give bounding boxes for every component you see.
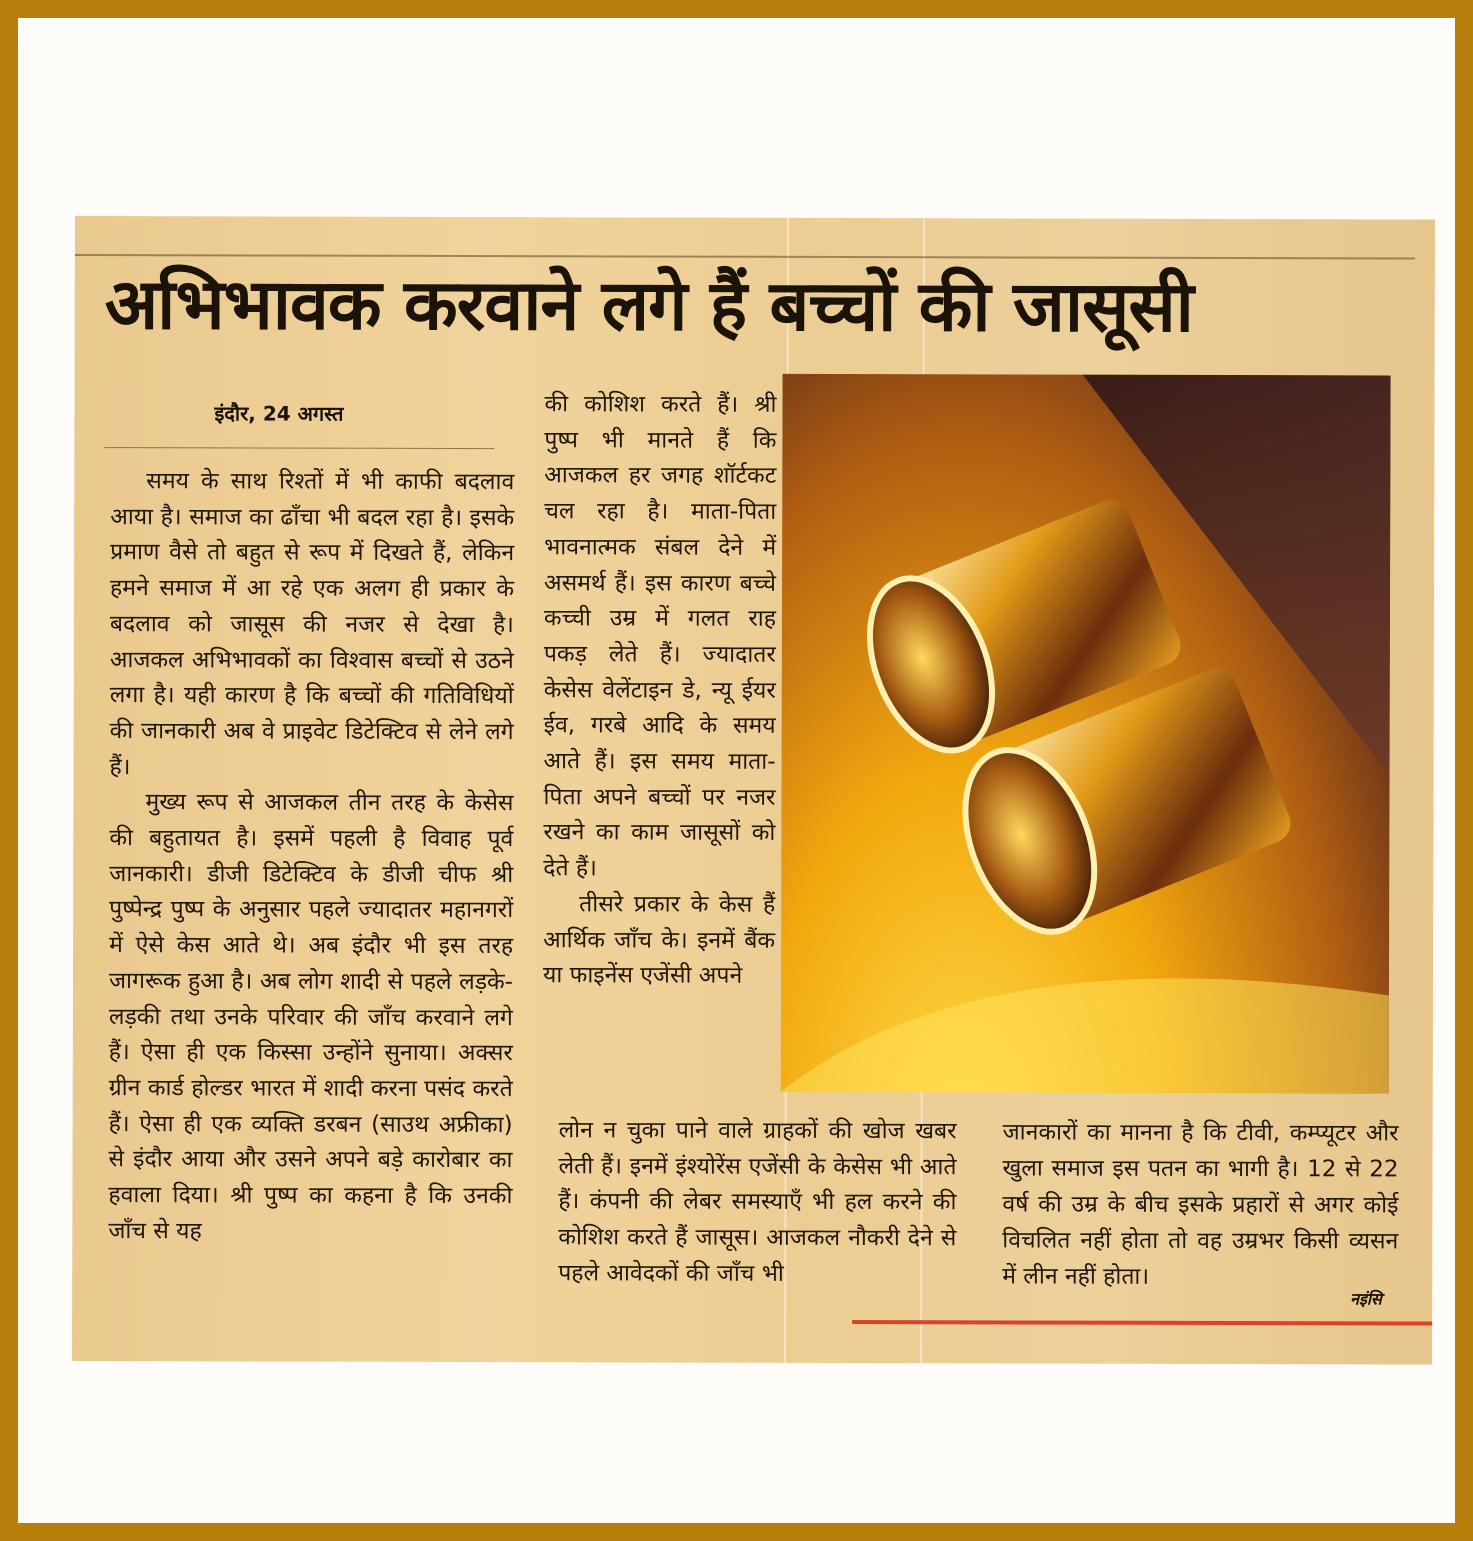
article-column-4 [1002,1114,1398,1295]
paragraph: जानकारों का मानना है कि टीवी, कम्प्यूटर और खुला समाज इस पतन का भागी है। 12 से 22 वर्ष की उम्र के बीच इसके प्रहारों से अगर कोई विचलित नहीं होता तो वह उम्रभर किसी व्यसन में लीन नहीं होता। [1002,1119,1399,1290]
paragraph: मुख्य रूप से आजकल तीन तरह के केसेस की बहुतायत है। इसमें पहली है विवाह पूर्व जानकारी। डीजी डिटेक्टिव के डीजी चीफ श्री पुष्पेन्द्र पुष्प के अनुसार पहले ज्यादातर महानगरों में ऐसे केस आते थे। अब इंदौर भी इस तरह जागरूक हुआ है। अब लोग शादी से पहले लड़के-लड़की तथा उनके परिवार की जाँच करवाने लगे हैं। ऐसा ही एक किस्सा उन्होंने सुनाया। अक्सर ग्रीन कार्ड होल्डर भारत में शादी करना पसंद करते हैं। ऐसा ही एक व्यक्ति डरबन (साउथ अफ्रीका) से इंदौर आया और उसने अपने बड़े कारोबार का हवाला दिया। श्री पुष्प का कहना है कि उनकी जाँच से यह [108,789,514,1245]
headline: अभिभावक करवाने लगे हैं बच्चों की जासूसी [104,263,1193,348]
paragraph: समय के साथ रिश्तों में भी काफी बदलाव आया है। समाज का ढाँचा भी बदल रहा है। इसके प्रमाण वैसे तो बहुत से रूप में दिखते हैं, लेकिन हमने समाज में आ रहे एक अलग ही प्रकार के बदलाव को जासूस की नजर से देखा है। आजकल अभिभावकों का विश्वास बच्चों से उठने लगा है। यही कारण है कि बच्चों की गतिविधियों की जानकारी अब वे प्राइवेट डिटेक्टिव से लेने लगे हैं। [109,468,515,780]
paragraph: की कोशिश करते हैं। श्री पुष्प भी मानते हैं कि आजकल हर जगह शॉर्टकट चल रहा है। माता-पिता भावनात्मक संबल देने में असमर्थ हैं। इस कारण बच्चे कच्ची उम्र में गलत राह पकड़ लेते हैं। ज्यादातर केसेस वेलेंटाइन डे, न्यू ईयर ईव, गरबे आदि के समय आते हैं। इस समय माता-पिता अपने बच्चों पर नजर रखने का काम जासूसों को देते हैं। [543,391,777,882]
binoculars-image [781,374,1391,1094]
paragraph: तीसरे प्रकार के केस हैं आर्थिक जाँच के। इनमें बैंक या फाइनेंस एजेंसी अपने [542,891,776,989]
article-column-3 [558,1113,956,1293]
article-column-1 [108,464,514,1251]
newspaper-clipping [72,216,1435,1365]
dateline-rule [104,447,494,449]
top-rule [75,254,1415,260]
accent-rule [852,1320,1432,1326]
paragraph: लोन न चुका पाने वाले ग्राहकों की खोज खबर लेती हैं। इनमें इंश्योरेंस एजेंसी के केसेस भी आते हैं। कंपनी की लेबर समस्याएँ भी हल करने की कोशिश करते हैं जासूस। आजकल नौकरी देने से पहले आवेदकों की जाँच भी [558,1117,957,1287]
photo-mat [18,18,1455,1523]
article-column-2 [543,387,777,995]
dateline: इंदौर, 24 अगस्त [214,401,344,426]
agency-credit: नइंसि [1350,1289,1382,1309]
binoculars-photo [781,374,1391,1094]
